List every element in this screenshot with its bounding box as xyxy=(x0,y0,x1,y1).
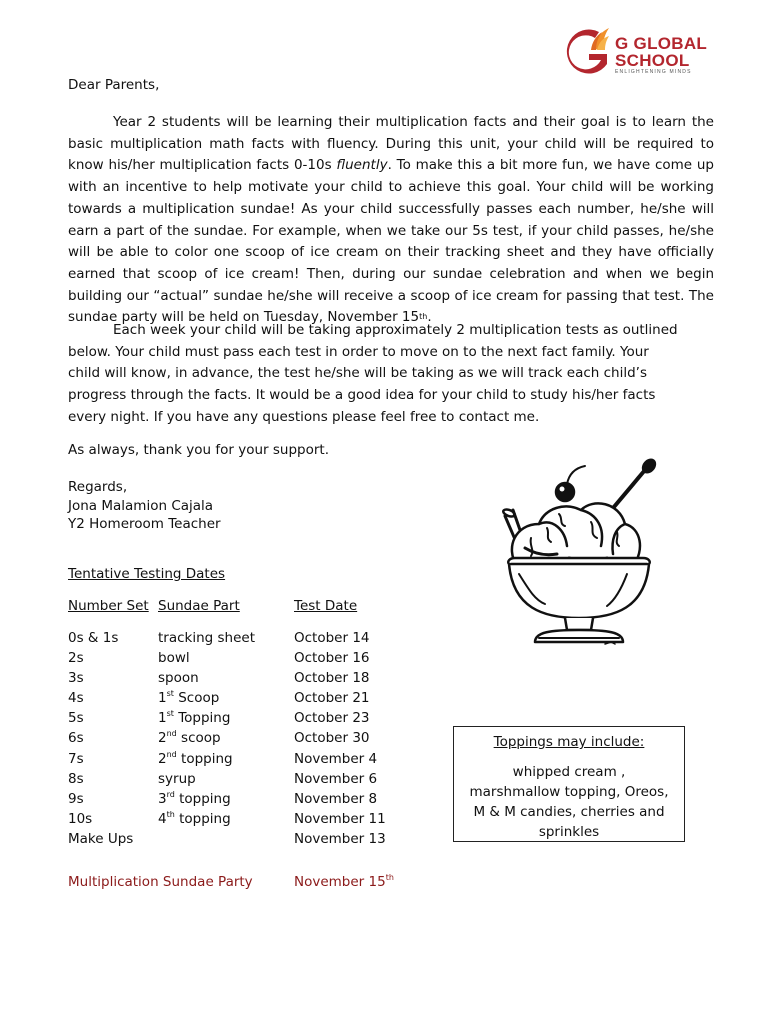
number-set-cell: 8s xyxy=(68,770,84,787)
sundae-part-rest: topping xyxy=(176,750,233,767)
header-test-date: Test Date xyxy=(294,598,358,614)
number-set-cell: 10s xyxy=(68,810,93,827)
sundae-part-cell xyxy=(158,650,294,670)
sundae-part-rest: topping xyxy=(174,790,231,807)
sundae-part-text: 2 xyxy=(158,750,167,767)
paragraph-2-text: Each week your child will be taking approximately 2 multiplication tests as outlined below. Your child must pass each test in order to move on to the next fact family. Your child will know, in advance, the test he/she will be taking as we will track each child’s progress through the facts. It would be a good idea for your child to study his/her facts every night. If you have any questions please feel free to contact me. xyxy=(68,322,678,425)
schedule-row xyxy=(68,791,424,811)
schedule-row xyxy=(68,811,424,831)
schedule-row xyxy=(68,771,424,791)
sundae-part-cell xyxy=(158,831,294,851)
test-date-cell: November 6 xyxy=(294,770,378,787)
number-set-cell: Make Ups xyxy=(68,830,134,847)
sundae-part-text: 4 xyxy=(158,810,167,827)
number-set-cell: 2s xyxy=(68,650,84,667)
sundae-part-cell xyxy=(158,811,294,831)
school-logo xyxy=(565,22,725,82)
test-date-cell: October 21 xyxy=(294,690,370,707)
teacher-role: Y2 Homeroom Teacher xyxy=(68,516,221,532)
header-sundae-part: Sundae Part xyxy=(158,598,240,614)
test-date-cell: November 4 xyxy=(294,750,378,767)
party-label: Multiplication Sundae Party xyxy=(68,874,253,890)
test-date-cell: October 16 xyxy=(294,650,370,667)
logo-line-2: SCHOOL xyxy=(615,51,690,70)
number-set-cell: 4s xyxy=(68,690,84,707)
number-set-cell: 6s xyxy=(68,730,84,747)
schedule-row xyxy=(68,690,424,710)
logo-tagline: ENLIGHTENING MINDS xyxy=(615,69,692,75)
sundae-part-ordinal: nd xyxy=(166,749,177,759)
schedule-row xyxy=(68,710,424,730)
sundae-part-cell xyxy=(158,710,294,730)
test-date-cell: November 8 xyxy=(294,790,378,807)
sundae-part-text: 1 xyxy=(158,690,167,707)
sundae-part-cell xyxy=(158,730,294,750)
number-set-cell: 5s xyxy=(68,710,84,727)
greeting: Dear Parents, xyxy=(68,77,160,93)
schedule-table xyxy=(68,598,424,851)
schedule-row xyxy=(68,831,424,851)
test-date-cell: October 14 xyxy=(294,630,370,646)
party-date xyxy=(294,874,394,890)
logo-line-1: G GLOBAL xyxy=(615,34,708,53)
test-date-cell: October 18 xyxy=(294,670,370,687)
paragraph-2 xyxy=(68,320,684,429)
paragraph-1-text-a: Year 2 students will be learning their multiplication facts and their goal is to learn the basic multiplication math facts with fluency. During this unit, your child will be required to know his/her multiplication facts 0-10s xyxy=(68,114,714,174)
paragraph-1-text-b: . To make this a bit more fun, we have come up with an incentive to help motivate your child to achieve this goal. Your child will be working towards a multiplication sundae! As your child successfully passes each number, he/she will earn a part of the sundae. For example, when we take our 5s test, if your child passes, he/she will be able to color one scoop of ice cream on their tracking sheet and they have officially earned that scoop of ice cream! Then, during our sundae celebration and when we begin building our “actual” sundae he/she will receive a scoop of ice cream for passing that test. The sundae party will be held on Tuesday, November 15 xyxy=(68,157,714,326)
paragraph-1-end: . xyxy=(427,309,432,326)
sundae-part-ordinal: st xyxy=(166,709,174,719)
sundae-part-ordinal: nd xyxy=(166,729,177,739)
test-date-cell: October 23 xyxy=(294,710,370,727)
sundae-illustration xyxy=(495,458,665,650)
party-date-sup: th xyxy=(385,873,394,882)
schedule-row xyxy=(68,730,424,750)
schedule-header-row xyxy=(68,598,424,630)
number-set-cell: 0s & 1s xyxy=(68,630,119,646)
regards: Regards, xyxy=(68,479,128,495)
party-date-text: November 15 xyxy=(294,874,386,890)
sundae-part-text: 2 xyxy=(158,730,167,747)
toppings-box xyxy=(453,726,685,842)
sundae-part-rest: scoop xyxy=(176,730,221,747)
sundae-part-cell xyxy=(158,670,294,690)
number-set-cell: 9s xyxy=(68,790,84,807)
sundae-part-text: 1 xyxy=(158,710,167,727)
sundae-part-rest: Topping xyxy=(173,710,231,727)
sundae-part-text: bowl xyxy=(158,650,190,667)
sundae-part-rest: Scoop xyxy=(173,690,220,707)
schedule-row xyxy=(68,670,424,690)
number-set-cell: 7s xyxy=(68,750,84,767)
sundae-part-ordinal: th xyxy=(166,809,175,819)
schedule-row xyxy=(68,630,424,650)
paragraph-1 xyxy=(68,112,714,329)
toppings-body: whipped cream , marshmallow topping, Oreos, M & M candies, cherries and sprinkles xyxy=(469,764,669,840)
sundae-part-ordinal: rd xyxy=(166,789,175,799)
sundae-part-rest: topping xyxy=(174,810,231,827)
test-date-cell: November 13 xyxy=(294,830,386,847)
sundae-part-text: syrup xyxy=(158,770,196,787)
test-date-cell: November 11 xyxy=(294,810,386,827)
paragraph-1-emphasis: fluently xyxy=(336,157,388,174)
sundae-part-cell xyxy=(158,791,294,811)
sundae-part-text: tracking sheet xyxy=(158,630,256,646)
paragraph-1-sup: th xyxy=(419,312,428,322)
sundae-part-text: 3 xyxy=(158,790,167,807)
sundae-part-text: spoon xyxy=(158,670,199,687)
sundae-part-cell xyxy=(158,751,294,771)
schedule-row xyxy=(68,650,424,670)
signature-block xyxy=(68,478,221,534)
thanks-line: As always, thank you for your support. xyxy=(68,442,330,458)
sundae-part-ordinal: st xyxy=(166,689,174,699)
schedule-title: Tentative Testing Dates xyxy=(68,566,226,582)
toppings-title: Toppings may include: xyxy=(493,734,645,750)
sundae-part-cell xyxy=(158,630,294,650)
sundae-part-cell xyxy=(158,690,294,710)
header-number-set: Number Set xyxy=(68,598,149,614)
number-set-cell: 3s xyxy=(68,670,84,687)
teacher-name: Jona Malamion Cajala xyxy=(68,497,214,514)
sundae-part-cell xyxy=(158,771,294,791)
school-logo-icon xyxy=(565,24,611,78)
schedule-row xyxy=(68,751,424,771)
test-date-cell: October 30 xyxy=(294,730,370,747)
